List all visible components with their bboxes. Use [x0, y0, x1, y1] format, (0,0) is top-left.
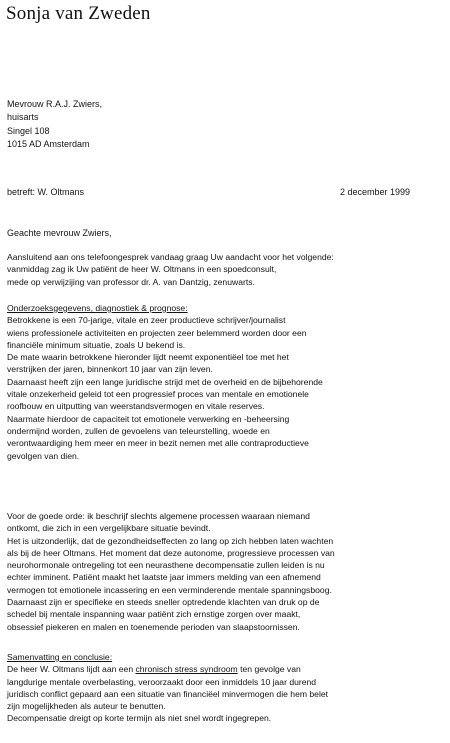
text-line: financiële minimum situatie, zoals U bekend is. — [7, 339, 186, 350]
text-line: Het is uitzonderlijk, dat de gezondheidseffecten zo lang op zich hebben laten wachten — [7, 535, 334, 546]
text-line: Voor de goede orde: ik beschrijf slechts algemene processen waaraan niemand — [7, 511, 310, 521]
text-line: Aansluitend aan ons telefoongesprek vandaag graag Uw aandacht voor het volgende: — [7, 252, 334, 262]
subject-line — [7, 186, 444, 198]
intro-paragraph — [7, 251, 444, 288]
salutation — [7, 227, 444, 239]
recipient-address — [7, 98, 444, 152]
salutation-text: Geachte mevrouw Zwiers, — [7, 228, 112, 238]
section-processes — [7, 510, 444, 633]
text-line: De mate waarin betrokkene hieronder lijdt neemt exponentiëel toe met het — [7, 352, 289, 363]
text-line: Decompensatie dreigt op korte termijn als niet snel wordt ingegrepen. — [7, 713, 272, 724]
text-line: als bij de heer Oltmans. Het moment dat deze autonome, progressieve processen van — [7, 547, 335, 558]
recipient-city: 1015 AD Amsterdam — [7, 139, 90, 150]
section-conclusion — [7, 651, 444, 725]
recipient-role: huisarts — [7, 112, 39, 123]
section-heading: Samenvatting en conclusie: — [7, 652, 113, 662]
section-heading: Onderzoeksgegevens, diagnostiek & prognose: — [7, 303, 188, 313]
text-line: ontkomt, die zich in een vergelijkbare situatie bevindt. — [7, 523, 211, 534]
subject-text: betreft: W. Oltmans — [7, 187, 85, 197]
text-line: mede op verwijzijing van professor dr. A. van Dantzig, zenuwarts. — [7, 276, 255, 287]
text-line: ondermijnd worden, zullen de gevoelens van teleurstelling, woede en — [7, 425, 270, 436]
text-line: echter imminent. Patiënt maakt het laatste jaar immers melding van een afnemend — [7, 572, 321, 583]
text-line: roofbouw en uitputting van weerstandsvermogen en vitale reserves. — [7, 401, 265, 412]
diagnosis-term: chronisch stress syndroom — [135, 664, 238, 675]
letterhead-name: Sonja van Zweden — [6, 3, 151, 24]
text-line: vermogen tot emotionele incassering en een verminderende mentale spanningsboog. — [7, 584, 332, 595]
text-line: schedel bij mentale inspanning waar patiënt zich ernstige zorgen over maakt, — [7, 609, 301, 620]
text-fragment: De heer W. Oltmans lijdt aan een — [7, 664, 136, 675]
text-line: gevolgen van dien. — [7, 450, 80, 461]
text-line: Betrokkene is een 70-jarige, vitale en zeer productieve schrijver/journalist — [7, 315, 286, 326]
letter-date: 2 december 1999 — [339, 187, 410, 197]
text-line: wiens professionele activiteiten en projecten zeer belemmerd worden door een — [7, 327, 307, 338]
text-line: vanmiddag zag ik Uw patiënt de heer W. Oltmans in een spoedconsult, — [7, 264, 277, 275]
section-findings — [7, 302, 444, 462]
text-line: juridisch conflict gepaard aan een situatie van financiëel minvermogen die hem belet — [7, 688, 329, 699]
text-line: verontwaardiging hem meer en meer in bezit nemen met alle contraproductieve — [7, 438, 309, 449]
text-line: langdurige mentale overbelasting, veroorzaakt door een inmiddels 10 jaar durend — [7, 676, 317, 687]
text-line: obsessief piekeren en malen en toenemende perioden van slaapstoornissen. — [7, 621, 300, 632]
recipient-name: Mevrouw R.A.J. Zwiers, — [7, 99, 103, 109]
text-fragment: ten gevolge van — [237, 664, 301, 675]
text-line — [7, 663, 444, 675]
text-line: zijn mogelijkheden als auteur te benutten. — [7, 701, 166, 712]
text-line: verstrijken der jaren, binnenkort 10 jaar van zijn leven. — [7, 364, 213, 375]
text-line: vitale onzekerheid geleid tot een progressief proces van mentale en emotionele — [7, 389, 309, 400]
text-line: Daarnaast heeft zijn een lange juridische strijd met de overheid en de bijbehorende — [7, 376, 323, 387]
recipient-street: Singel 108 — [7, 125, 50, 136]
text-line: neurohormonale ontregeling tot een neurasthene decompensatie zullen leiden is nu — [7, 560, 325, 571]
text-line: Naarmate hierdoor de capaciteit tot emotionele verwerking en -beheersing — [7, 413, 290, 424]
text-line: Daarnaast zijn er specifieke en steeds sneller optredende klachten van druk op de — [7, 597, 320, 608]
